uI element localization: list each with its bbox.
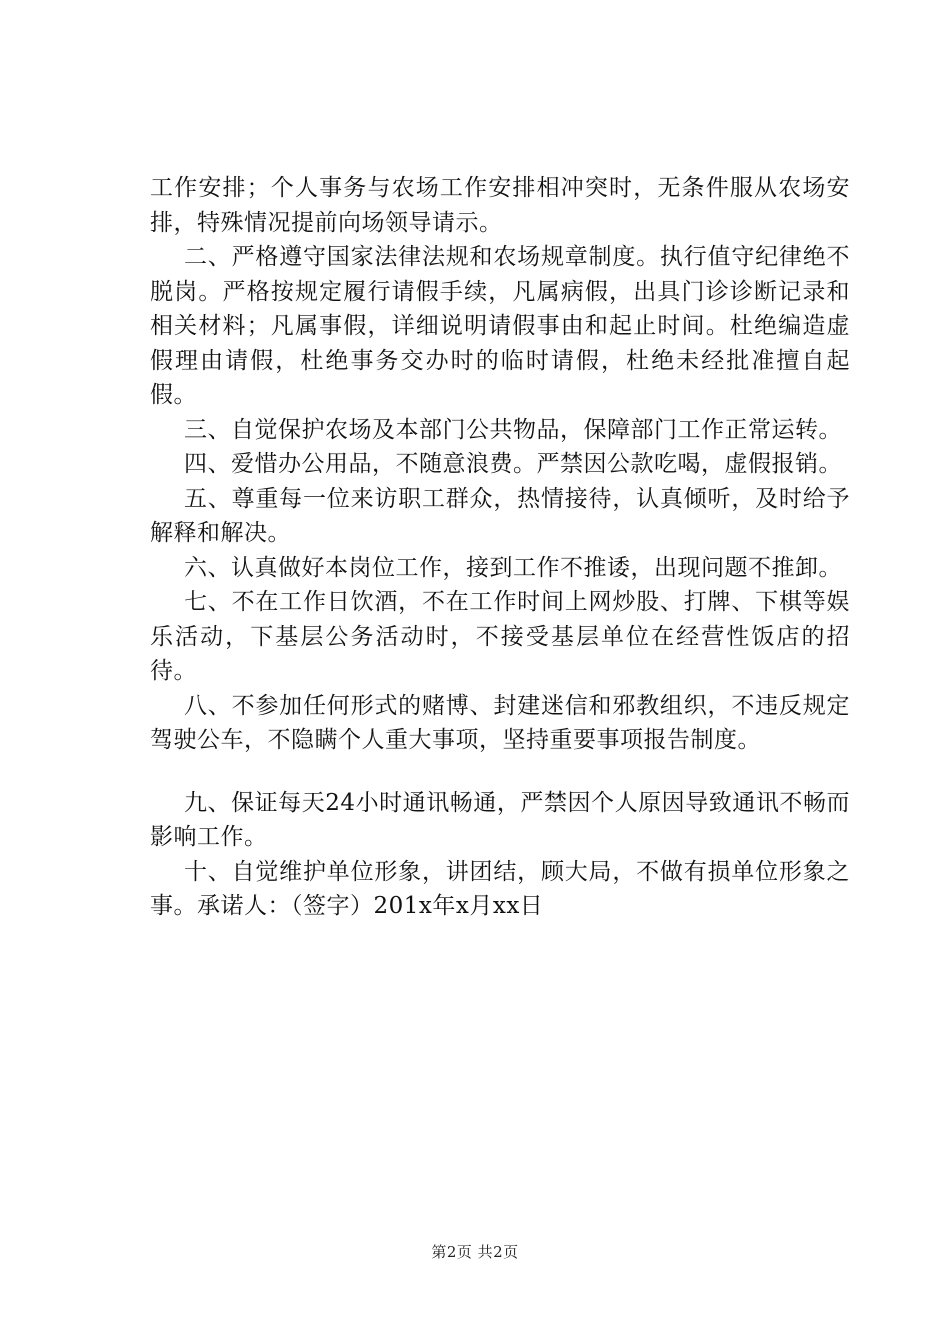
paragraph-item-10: 十、自觉维护单位形象，讲团结，顾大局，不做有损单位形象之事。承诺人：（签字）201x年x月xx日 [150,858,850,919]
paragraph-item-8: 八、不参加任何形式的赌博、封建迷信和邪教组织，不违反规定驾驶公车，不隐瞒个人重大事项，坚持重要事项报告制度。 [150,692,850,753]
page-number-footer: 第2页 共2页 [431,1243,519,1261]
document-body [150,171,850,924]
paragraph-item-5: 五、尊重每一位来访职工群众，热情接待，认真倾听，及时给予解释和解决。 [150,485,850,546]
paragraph-continuation: 工作安排；个人事务与农场工作安排相冲突时，无条件服从农场安排，特殊情况提前向场领导请示。 [150,175,850,236]
paragraph-item-3: 三、自觉保护农场及本部门公共物品，保障部门工作正常运转。 [184,416,842,443]
paragraph-item-9: 九、保证每天24小时通讯畅通，严禁因个人原因导致通讯不畅而影响工作。 [150,789,850,850]
paragraph-item-7: 七、不在工作日饮酒，不在工作时间上网炒股、打牌、下棋等娱乐活动，下基层公务活动时，不接受基层单位在经营性饭店的招待。 [150,589,850,684]
paragraph-item-4: 四、爱惜办公用品，不随意浪费。严禁因公款吃喝，虚假报销。 [184,451,842,477]
paragraph-item-2: 二、严格遵守国家法律法规和农场规章制度。执行值守纪律绝不脱岗。严格按规定履行请假手续，凡属病假，出具门诊诊断记录和相关材料；凡属事假，详细说明请假事由和起止时间。杜绝编造虚假理由请假，杜绝事务交办时的临时请假，杜绝未经批准擅自起假。 [150,244,850,408]
paragraph-item-6: 六、认真做好本岗位工作，接到工作不推诿，出现问题不推卸。 [184,554,842,581]
